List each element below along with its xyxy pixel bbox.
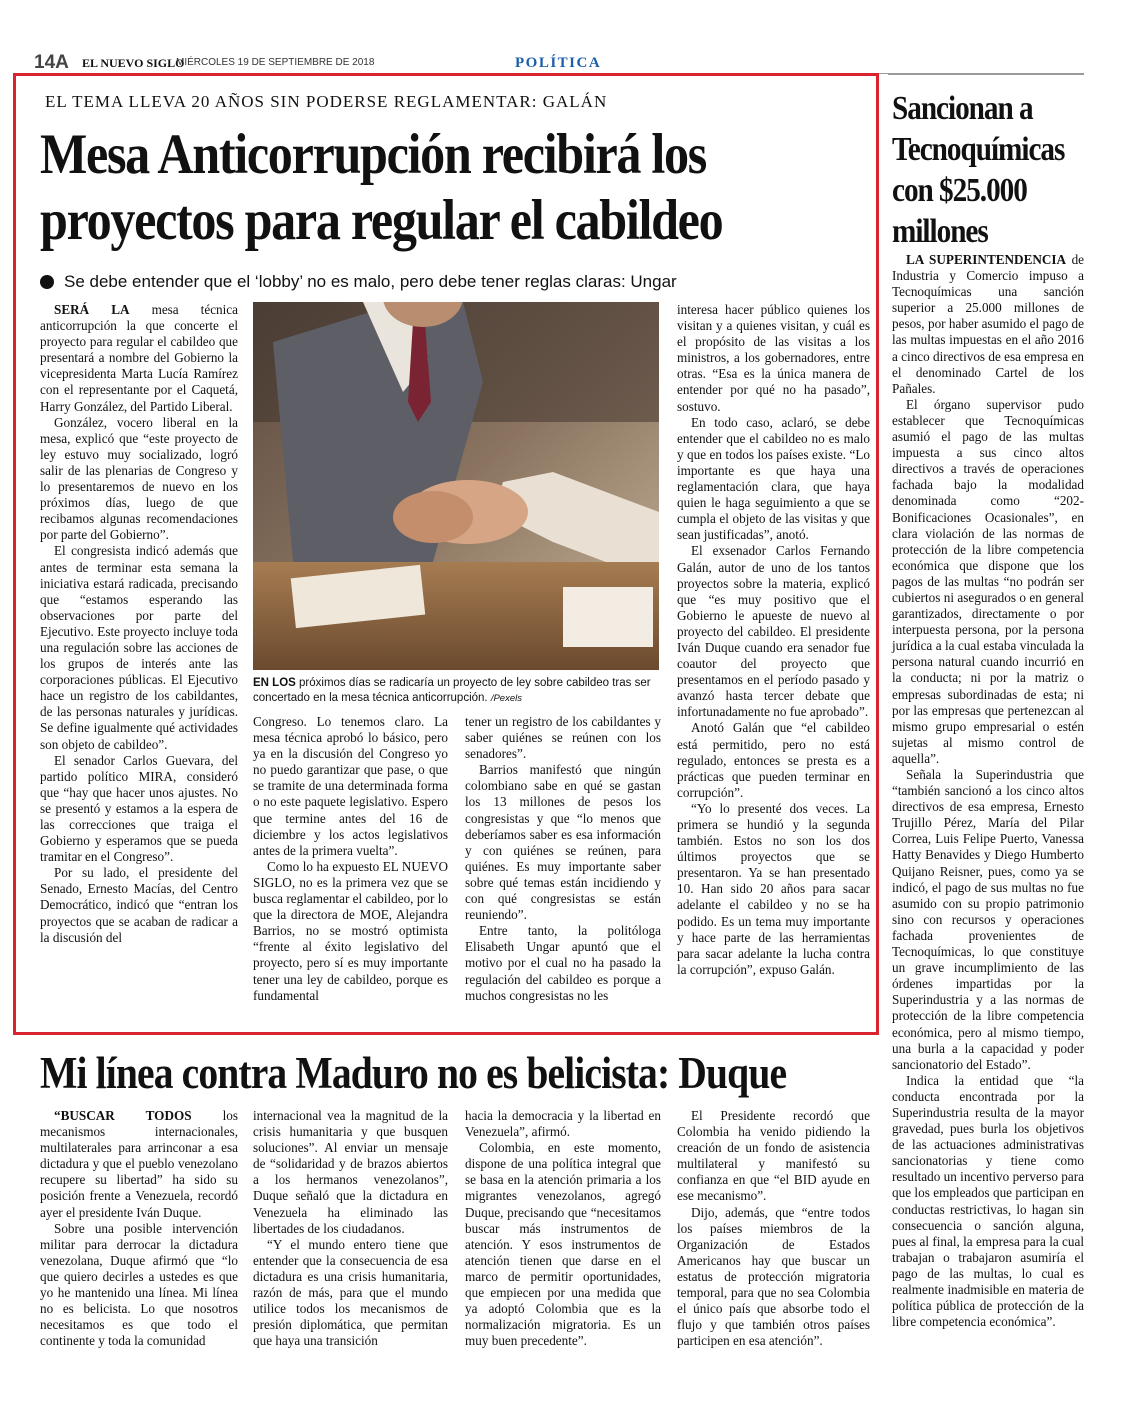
article-photo-handshake <box>253 302 659 670</box>
article-headline: Mesa Anticorrupción recibirá los proyectos para regular el cabildeo <box>40 123 723 252</box>
paragraph <box>40 302 238 415</box>
paragraph: González, vocero liberal en la mesa, explicó que “este proyecto de ley estuvo muy socializado, logró salir de las plenarias de Congreso y lo presentaremos de nuevo en los próximos días, luego de que recibamos algunas recomendaciones por parte del Gobierno”. <box>40 414 238 543</box>
paragraph: Entre tanto, la politóloga Elisabeth Ungar apuntó que el motivo por el cual no ha pasado la regulación del cabildeo es porque a muchos congresistas no les <box>465 923 661 1003</box>
paragraph: Anotó Galán que “el cabildeo está permitido, pero no está regulado, entonces se presta es a prácticas que pueden terminar en corrupción”. <box>677 720 870 800</box>
paragraph: Dijo, además, que “entre todos los países miembros de la Organización de Estados Americanos hay que buscar un estatus de protección migratoria temporal, para que no sea Colombia el único país que absorbe todo el flujo y que también otros países participen en esa atención”. <box>677 1204 870 1349</box>
paragraph: hacia la democracia y la libertad en Venezuela”, afirmó. <box>465 1108 661 1140</box>
paragraph-text: los mecanismos internacionales, multilaterales para arrinconar a esa dictadura y que el pueblo venezolano recupere su libertad” ha sido su posición frente a Venezuela, recordó ayer el presidente Iván Duque. <box>40 1108 238 1220</box>
sidebar-rule <box>888 74 1084 75</box>
paragraph: internacional vea la magnitud de la crisis humanitaria y que busquen soluciones”. Al enviar un mensaje de “solidaridad y de brazos abiertos a los hermanos venezolanos”, Duque señaló que la dictadura en Venezuela ha eliminado las libertades de los ciudadanos. <box>253 1108 448 1236</box>
lead-caps: “BUSCAR TODOS <box>54 1108 192 1123</box>
paragraph: El senador Carlos Guevara, del partido político MIRA, consideró que “hay que hacer unos ajustes. No se presentó y estamos a la espera de las correcciones que traiga el Gobierno y esperamos que se pueda tramitar en el Congreso”. <box>40 752 238 865</box>
paragraph: interesa hacer público quienes los visitan y a quienes visitan, y cuál es el propósito de las visitas a los ministros, a los gobernadores, entre otras. “Esa es la única manera de entender por qué no ha pasado”, sostuvo. <box>677 302 870 414</box>
article1-column-2 <box>253 714 448 1004</box>
paragraph-text: de Industria y Comercio impuso a Tecnoquímicas una sanción superior a 25.000 millones de pesos, por haber asumido el pago de las multas impuestas en el año 2016 a cinco directivos de esa empresa en el denominado Cartel de los Pañales. <box>892 252 1085 396</box>
paragraph-text: mesa técnica anticorrupción la que concerte el proyecto para regular el cabildeo que presentará a nombre del Gobierno la vicepresidenta Marta Lucía Ramírez con el representante por el Caquetá, Harry González, del Partido Liberal. <box>40 302 239 414</box>
article2-headline: Mi línea contra Maduro no es belicista: Duque <box>40 1048 787 1098</box>
paragraph: “Yo lo presenté dos veces. La primera se hundió y la segunda también. Estos no son los dos últimos proyectos que se presentaron. Ya se han presentado 10. Han sido 20 años para sacar adelante el cabildeo y no se ha podido. Es un tema muy importante y hace parte de las herramientas para sacar adelante la lucha contra la corrupción”, expuso Galán. <box>677 800 870 977</box>
paragraph: El congresista indicó además que antes de terminar esta semana la iniciativa estará radicada, precisando que “estamos esperando las observaciones por parte del Ejecutivo. Este proyecto incluye toda una regulación sobre las acciones de los grupos de interés ante las corporaciones públicas. El Ejecutivo hace un registro de los cabildantes, de las personas naturales y jurídicas. Se define igualmente qué actividades son objeto de cabildeo”. <box>40 543 238 752</box>
caption-text: próximos días se radicaría un proyecto de ley sobre cabildeo tras ser concertado en la mesa técnica anticorrupción. <box>253 677 651 704</box>
paragraph: El Presidente recordó que Colombia ha venido pidiendo la creación de un fondo de asistencia multilateral y manifestó su confianza en que “el BID ayude en ese mecanismo”. <box>677 1108 870 1204</box>
paragraph: Congreso. Lo tenemos claro. La mesa técnica aprobó lo básico, pero ya en la discusión del Congreso yo no puedo garantizar que pase, o que se tramite de una determinada forma o no este paquete legislativo. Espero que termine antes del 16 de diciembre y los actos legislativos antes de la primera vuelta”. <box>253 714 448 858</box>
paragraph: Indica la entidad que “la conducta encontrada por la Superindustria resulta de la mayor gravedad, pues burla los objetivos de las actuaciones administrativas sancionatorias y tiene como resultado un incentivo perverso para que los empleados que participan en conductas restrictivas, lo hagan sin consecuencia o sanción alguna, pues al final, la empresa para la cual trabajan o trabajaron asumiría el pago de las multas, lo cual es realmente inadmisible en materia de política pública de protección de la libre competencia económica”. <box>892 1072 1084 1330</box>
bullet-icon <box>40 275 54 289</box>
caption-credit: /Pexels <box>490 693 522 704</box>
photo-caption <box>253 676 659 706</box>
lead-caps: LA SUPERINTENDENCIA <box>906 252 1067 267</box>
section-title: POLÍTICA <box>515 55 602 71</box>
article2-column-2 <box>253 1108 448 1349</box>
paragraph: En todo caso, aclaró, se debe entender que el cabildeo no es malo y que en todos los países existe. “Lo importante es que haya una reglamentación clara, que haya quien le haga seguimiento a que se cumpla el objeto de las visitas y que sean justificadas”, anotó. <box>677 414 870 543</box>
caption-lead: EN LOS <box>253 677 296 689</box>
article2-column-4 <box>677 1108 870 1349</box>
paper-name: EL NUEVO SIGLO <box>82 56 185 70</box>
paragraph <box>892 252 1084 397</box>
sidebar-body <box>892 252 1084 1330</box>
lead-caps: SERÁ LA <box>54 302 130 317</box>
article1-column-3 <box>465 714 661 1004</box>
paragraph: El órgano supervisor pudo establecer que Tecnoquímicas asumió el pago de las multas impuesta a sus cinco altos directivos a través de operaciones fachada bajo la modalidad denominada como “202- Bonificaciones Ocasionales”, en clara violación de las normas de protección de la libre competencia económica que dispone que los pagos de las multas “no podrán ser cubiertos ni asegurados o en general garantizados, directamente o por interpuesta persona, por la persona jurídica a la cual estaba vinculada la persona natural cuando incurrió en la conducta; ni por la matriz o empresas subordinadas de esta; ni por las empresas que pertenezcan al mismo grupo empresarial o estén sujetas al mismo control de aquella”. <box>892 396 1084 766</box>
paragraph <box>40 1108 238 1221</box>
article2-column-1 <box>40 1108 238 1349</box>
article-subhead <box>40 272 677 292</box>
paragraph: “Y el mundo entero tiene que entender que la consecuencia de esa dictadura es una crisis humanitaria, razón de más, para que el mundo utilice todos los mecanismos de presión diplomática, que permitan que haya una transición <box>253 1236 448 1349</box>
sidebar-headline: Sancionan a Tecnoquímicas con $25.000 millones <box>892 90 1065 250</box>
article2-column-3 <box>465 1108 661 1349</box>
handshake-photo-illustration <box>253 302 659 670</box>
paragraph: Como lo ha expuesto EL NUEVO SIGLO, no es la primera vez que se busca reglamentar el cabildeo, por lo que la directora de MOE, Alejandra Barrios, no se mostró optimista “frente al éxito legislativo del proyecto, pero sí es muy importante tener una ley de cabildeo, porque es fundamental <box>253 858 448 1003</box>
subhead-text: Se debe entender que el ‘lobby’ no es malo, pero debe tener reglas claras: Ungar <box>64 272 677 291</box>
article1-column-4 <box>677 302 870 978</box>
article1-column-1 <box>40 302 238 946</box>
paragraph: Barrios manifestó que ningún colombiano sabe en qué se gastan los 13 millones de pesos los congresistas y que “lo menos que deberíamos saber es esa información y con quiénes se reúnen, para quiénes. Es muy importante saber sobre qué temas están incidiendo y con qué congresistas se están reuniendo”. <box>465 762 661 923</box>
paragraph: Colombia, en este momento, dispone de una política integral que se basa en la atención primaria a los migrantes venezolanos, agregó Duque, precisando que “necesitamos buscar más instrumentos de atención. Y esos instrumentos de atención tienen que darse en el marco de permitir oportunidades, que empiecen por una medida que ya adoptó Colombia que es la normalización migratoria. Es un muy buen precedente”. <box>465 1140 661 1349</box>
paragraph: Señala la Superindustria que “también sancionó a los cinco altos directivos de esa empresa, Ernesto Trujillo Pérez, María del Pilar Correa, Luis Felipe Puerto, Vanessa Hatty Benavides y Diego Humberto Quijano Reisner, pues, como ya se indicó, el pago de sus multas no fue asumido con su propio patrimonio sino con recursos y operaciones fachada provenientes de Tecnoquímicas, lo que constituye un grave incumplimiento de las órdenes impartidas por la Superindustria y a las normas de protección de la libre competencia económica, pero al mismo tiempo, una burla a la capacidad y poder sancionatorio del Estado”. <box>892 767 1084 1072</box>
paragraph: El exsenador Carlos Fernando Galán, autor de uno de los tantos proyectos sobre la materia, explicó que “es muy positivo que el Gobierno le apueste de nuevo al proyecto del cabildeo. El presidente Iván Duque cuando era senador fue coautor del proyecto que presentamos en el período pasado y avanzó hasta tercer debate que infortunadamente no fue aprobado”. <box>677 543 870 720</box>
paper-date: MIÉRCOLES 19 DE SEPTIEMBRE DE 2018 <box>176 57 375 68</box>
paragraph: Sobre una posible intervención militar para derrocar la dictadura venezolana, Duque afirmó que “lo que quiero decirles a ustedes es que yo he mantenido una línea. Mi línea no es belicista. Lo que nosotros necesitamos es que todo el continente y toda la comunidad <box>40 1220 238 1349</box>
page-number: 14A <box>34 52 69 73</box>
paragraph: Por su lado, el presidente del Senado, Ernesto Macías, del Centro Democrático, indicó que “entran los proyectos que se acaban de radicar a la discusión del <box>40 865 238 945</box>
paragraph: tener un registro de los cabildantes y saber quiénes se reúnen con los senadores”. <box>465 714 661 762</box>
article-kicker: EL TEMA LLEVA 20 AÑOS SIN PODERSE REGLAMENTAR: GALÁN <box>45 92 608 111</box>
